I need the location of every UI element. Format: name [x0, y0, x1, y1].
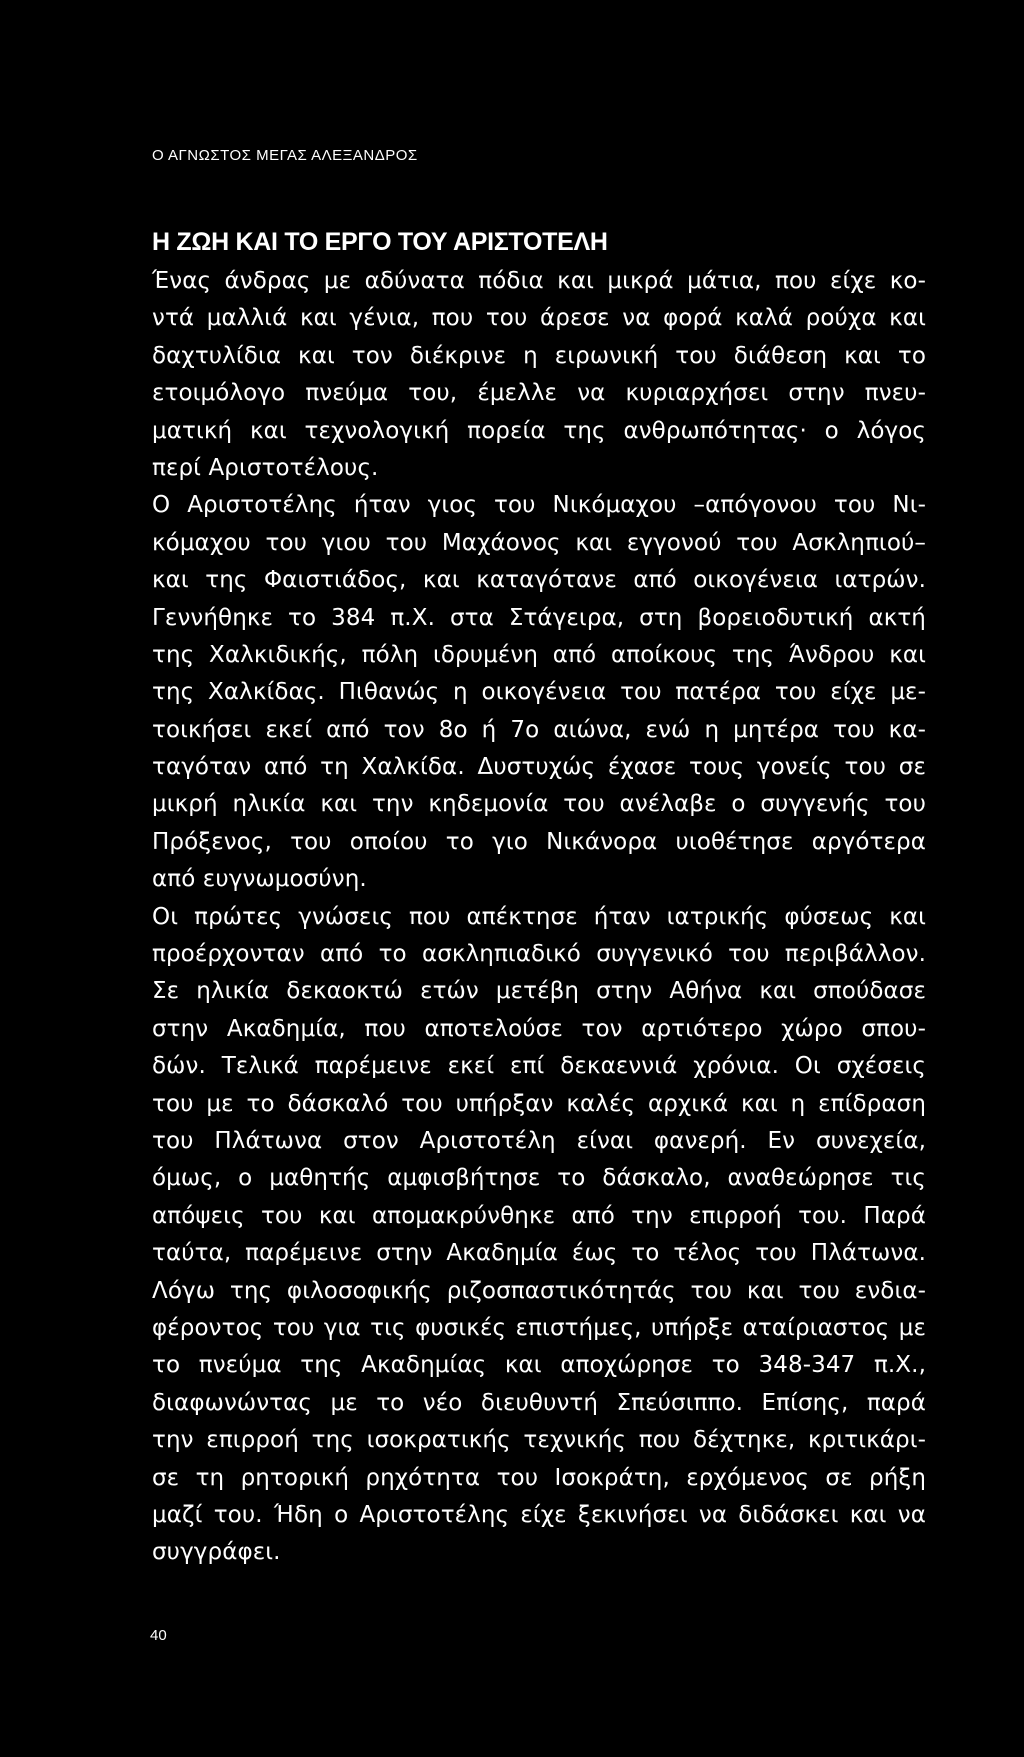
body-text — [152, 263, 926, 1572]
text-line: Λόγω της φιλοσοφικής ριζοσπαστικότητάς του και του ενδια- — [152, 1277, 926, 1304]
text-line: μαζί του. Ήδη ο Αριστοτέλης είχε ξεκινήσει να διδάσκει και να — [152, 1501, 926, 1528]
text-line: Γεννήθηκε το 384 π.Χ. στα Στάγειρα, στη βορειοδυτική ακτή — [152, 604, 926, 631]
text-line: Οι πρώτες γνώσεις που απέκτησε ήταν ιατρικής φύσεως και — [152, 903, 926, 930]
text-line: ταύτα, παρέμεινε στην Ακαδημία έως το τέλος του Πλάτωνα. — [152, 1240, 926, 1267]
text-line: περί Αριστοτέλους. — [152, 454, 379, 481]
text-line: όμως, ο μαθητής αμφισβήτησε το δάσκαλο, αναθεώρησε τις — [152, 1165, 926, 1192]
text-line: σε τη ρητορική ρηχότητα του Ισοκράτη, ερχόμενος σε ρήξη — [152, 1464, 926, 1491]
text-line: ταγόταν από τη Χαλκίδα. Δυστυχώς έχασε τους γονείς του σε — [152, 754, 926, 781]
text-line: από ευγνωμοσύνη. — [152, 866, 367, 893]
text-line: και της Φαιστιάδος, και καταγότανε από οικογένεια ιατρών. — [152, 567, 926, 594]
text-line: δαχτυλίδια και τον διέκρινε η ειρωνική του διάθεση και το — [152, 342, 926, 369]
text-line: Πρόξενος, του οποίου το γιο Νικάνορα υιοθέτησε αργότερα — [152, 828, 926, 855]
text-line: της Χαλκίδας. Πιθανώς η οικογένεια του πατέρα του είχε με- — [152, 679, 926, 706]
text-line: του με το δάσκαλό του υπήρξαν καλές αρχικά και η επίδραση — [152, 1090, 926, 1117]
text-line: ματική και τεχνολογική πορεία της ανθρωπότητας· ο λόγος — [152, 417, 926, 444]
text-line: φέροντος του για τις φυσικές επιστήμες, υπήρξε αταίριαστος με — [152, 1314, 926, 1341]
text-line: μικρή ηλικία και την κηδεμονία του ανέλαβε ο συγγενής του — [152, 791, 926, 818]
page-number: 40 — [150, 1627, 167, 1644]
text-line: Ο Αριστοτέλης ήταν γιος του Νικόμαχου –απόγονου του Νι- — [152, 492, 926, 519]
text-line: διαφωνώντας με το νέο διευθυντή Σπεύσιππο. Επίσης, παρά — [152, 1389, 926, 1416]
running-head: Ο ΑΓΝΩΣΤΟΣ ΜΕΓΑΣ ΑΛΕΞΑΝΔΡΟΣ — [152, 147, 418, 164]
text-line: του Πλάτωνα στον Αριστοτέλη είναι φανερή. Εν συνεχεία, — [152, 1127, 926, 1154]
text-line: ντά μαλλιά και γένια, που του άρεσε να φορά καλά ρούχα και — [152, 305, 926, 332]
text-line: τοικήσει εκεί από τον 8ο ή 7ο αιώνα, ενώ η μητέρα του κα- — [152, 716, 926, 743]
text-line: ετοιμόλογο πνεύμα του, έμελλε να κυριαρχήσει στην πνευ- — [152, 380, 926, 407]
text-line: κόμαχου του γιου του Μαχάονος και εγγονού του Ασκληπιού– — [152, 529, 926, 556]
text-line: την επιρροή της ισοκρατικής τεχνικής που δέχτηκε, κριτικάρι- — [152, 1427, 926, 1454]
text-line: στην Ακαδημία, που αποτελούσε τον αρτιότερο χώρο σπου- — [152, 1015, 926, 1042]
text-line: το πνεύμα της Ακαδημίας και αποχώρησε το 348-347 π.Χ., — [152, 1352, 926, 1379]
text-line: συγγράφει. — [152, 1539, 281, 1566]
text-line: Ένας άνδρας με αδύνατα πόδια και μικρά μάτια, που είχε κο- — [152, 268, 926, 294]
text-line: της Χαλκιδικής, πόλη ιδρυμένη από αποίκους της Άνδρου και — [152, 641, 926, 668]
text-line: προέρχονταν από το ασκληπιαδικό συγγενικό του περιβάλλον. — [152, 941, 926, 968]
text-line: Σε ηλικία δεκαοκτώ ετών μετέβη στην Αθήνα και σπούδασε — [152, 978, 926, 1005]
text-line: απόψεις του και απομακρύνθηκε από την επιρροή του. Παρά — [152, 1202, 926, 1229]
chapter-title: Η ΖΩΗ ΚΑΙ ΤΟ ΕΡΓΟ ΤΟΥ ΑΡΙΣΤΟΤΕΛΗ — [152, 228, 608, 256]
text-line: δών. Τελικά παρέμεινε εκεί επί δεκαεννιά χρόνια. Οι σχέσεις — [152, 1053, 926, 1080]
